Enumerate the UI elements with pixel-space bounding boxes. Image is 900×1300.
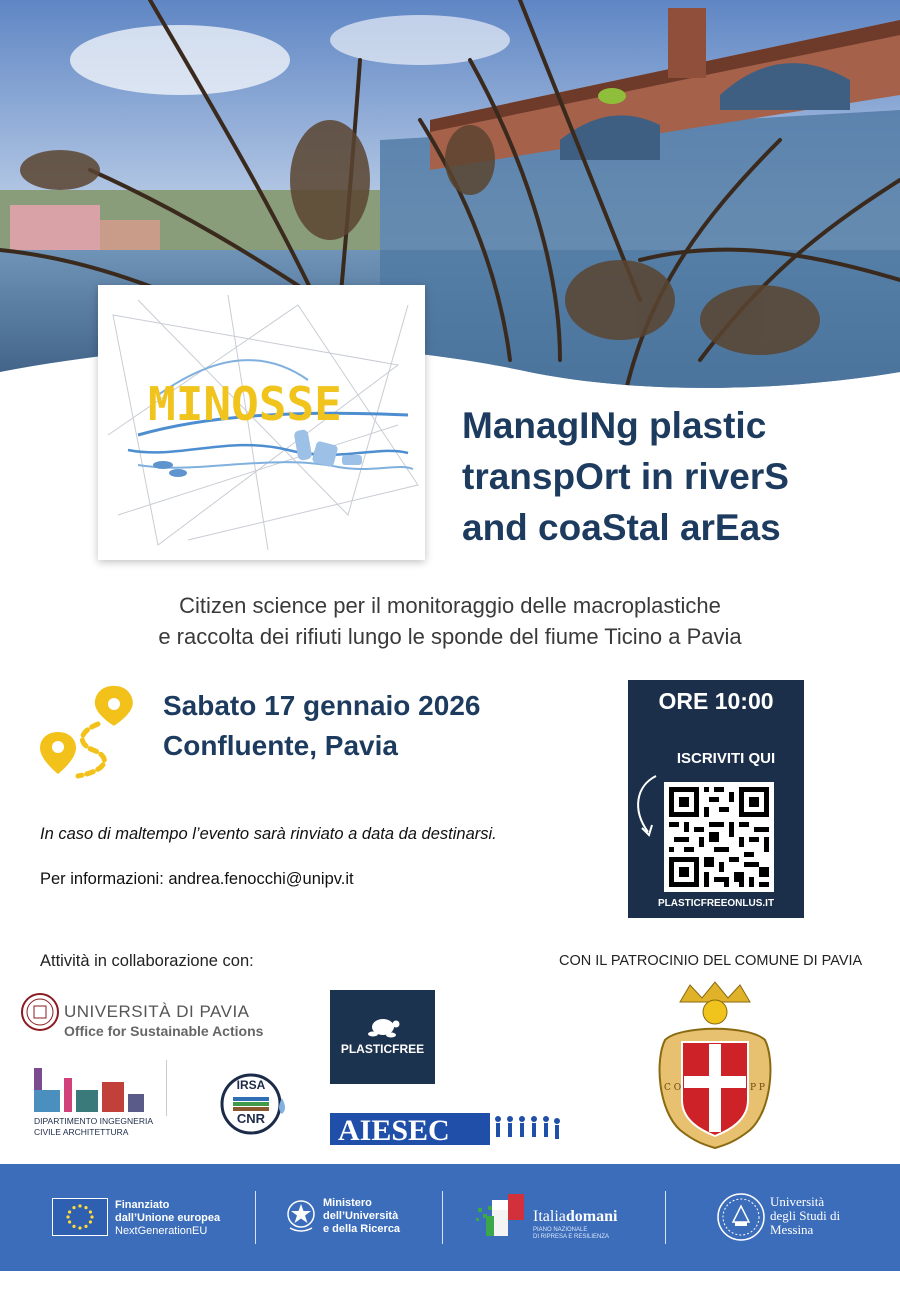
project-title-line-2: transpOrt in riverS [462,456,789,497]
ministry-line-2: dell’Università [323,1210,399,1222]
register-here-label: ISCRIVITI QUI [676,750,776,767]
unime-line-3: Messina [770,1222,814,1237]
dicar-logo [30,1060,170,1146]
eu-funding-line-1: Finanziato [115,1199,170,1211]
eu-flag-icon [52,1198,108,1236]
aiesec-logo [330,1111,562,1147]
contact-info: Per informazioni: andrea.fenocchi@unipv.it [40,870,354,888]
italia-domani-wordmark [533,1208,617,1226]
map-route-pins-icon [38,684,138,784]
event-location: Confluente, Pavia [163,730,398,761]
italia-domani-mark-icon [474,1190,530,1240]
project-title [462,400,882,553]
registration-box [628,680,804,918]
footer-divider [665,1191,666,1244]
cnr-label: CNR [236,1111,266,1126]
italia-domani-suffix: domani [565,1208,618,1225]
italia-domani-prefix: Italia [533,1208,566,1225]
subtitle-line-2: e raccolta dei rifiuti lungo le sponde del fiume Ticino a Pavia [158,624,742,649]
eu-funding-line-2: dall’Unione europea [115,1212,221,1224]
weather-notice: In caso di maltempo l’evento sarà rinviato a data da destinarsi. [40,825,497,843]
aiesec-wordmark: AIESEC [338,1114,450,1147]
eu-stars [53,1199,107,1235]
dicar-label-line-2: CIVILE ARCHITETTURA [34,1127,129,1137]
turtle-icon [366,1014,400,1038]
irsa-ring [220,1064,290,1144]
ministry-line-3: e della Ricerca [323,1223,401,1235]
collaboration-heading: Attività in collaborazione con: [40,952,254,970]
funding-footer [0,1164,900,1271]
ministry-line-1: Ministero [323,1197,372,1209]
svg-text:P P: P P [750,1083,765,1093]
event-subtitle [40,590,860,652]
patronage-heading: CON IL PATROCINIO DEL COMUNE DI PAVIA [559,953,863,969]
footer-divider [255,1191,256,1244]
plasticfree-wordmark: PLASTICFREE [340,1042,425,1056]
italia-domani-subline-1: PIANO NAZIONALE [533,1227,588,1233]
qr-code-pattern [664,782,774,892]
unipv-office: Office for Sustainable Actions [64,1023,264,1039]
eu-funding-line-3: NextGenerationEU [115,1225,208,1237]
italia-domani-subline-2: DI RIPRESA E RESILIENZA [533,1234,610,1240]
subtitle-line-1: Citizen science per il monitoraggio delle macroplastiche [179,593,721,618]
irsa-label: IRSA [236,1078,266,1092]
dicar-mark [30,1060,170,1116]
irsa-cnr-logo [220,1064,290,1144]
registration-url[interactable]: PLASTICFREEONLUS.IT [657,898,775,909]
minosse-logo-graphic [98,285,425,560]
minosse-logo-card [98,285,425,560]
project-title-line-3: and coaStal arEas [462,507,781,548]
unime-seal-icon [716,1192,766,1242]
unime-line-1: Università [770,1194,825,1209]
project-title-line-1: ManagINg plastic [462,405,767,446]
footer-divider [442,1191,443,1244]
unime-line-2: degli Studi di [770,1208,841,1223]
comune-di-pavia-crest [650,980,780,1150]
svg-text:C O: C O [664,1083,682,1093]
minosse-wordmark: MINOSSE [148,377,342,431]
event-time: ORE 10:00 [658,688,774,714]
unipv-seal-icon [20,992,60,1032]
unipv-name: UNIVERSITÀ DI PAVIA [64,1002,250,1021]
italian-republic-emblem-icon [285,1198,317,1234]
curved-arrow-icon [630,772,664,842]
dicar-label-line-1: DIPARTIMENTO INGEGNERIA [34,1116,154,1126]
plasticfree-logo [330,990,435,1084]
qr-code-icon[interactable] [664,782,774,892]
event-date: Sabato 17 gennaio 2026 [163,690,481,721]
